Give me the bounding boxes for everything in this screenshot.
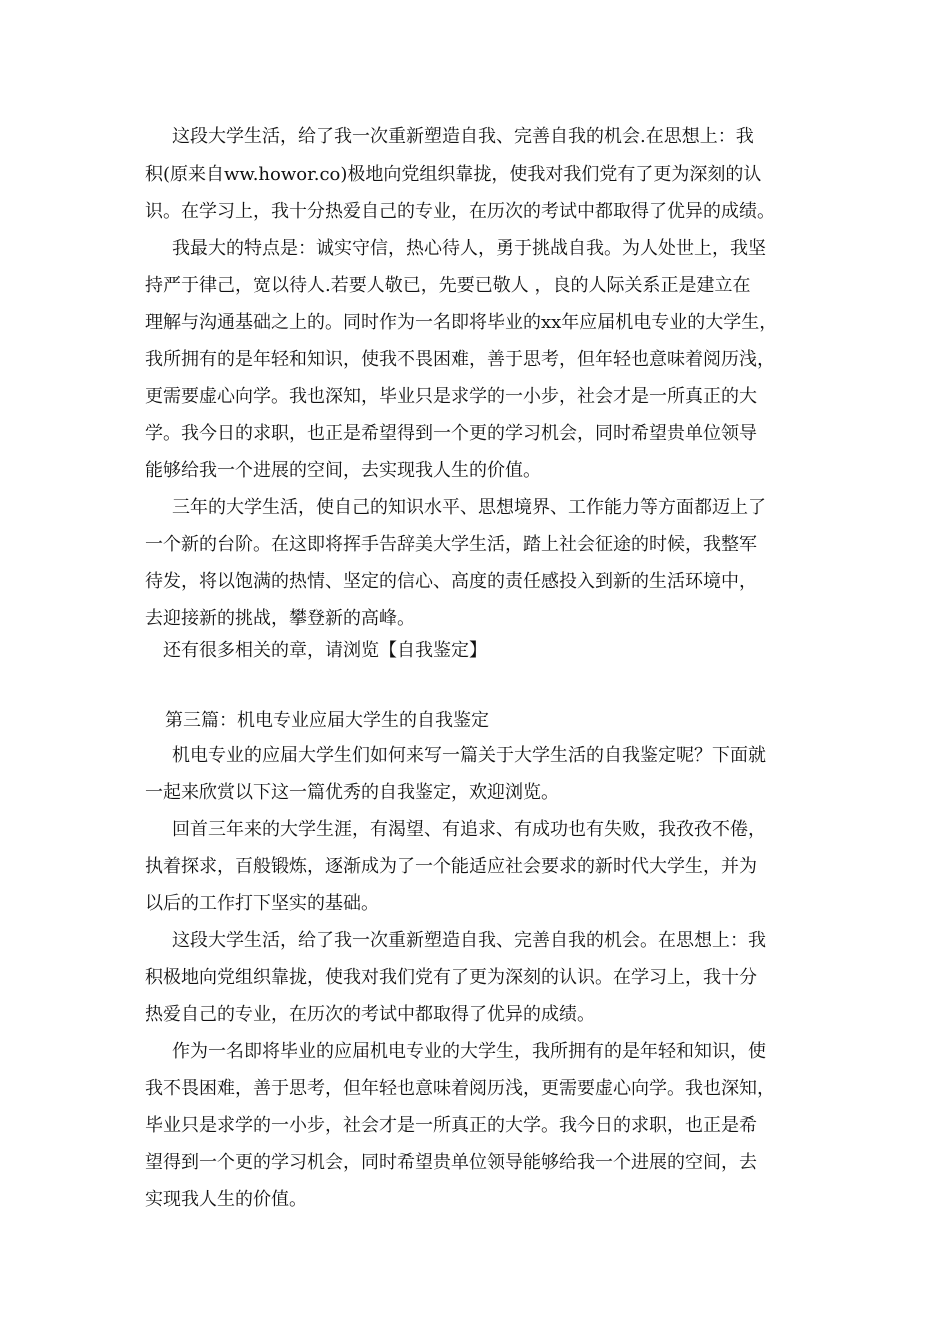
text-line: 识。在学习上，我十分热爱自己的专业，在历次的考试中都取得了优异的成绩。 <box>145 201 775 222</box>
text-line: 一起来欣赏以下这一篇优秀的自我鉴定，欢迎浏览。 <box>145 782 559 803</box>
text-line: 以后的工作打下坚实的基础。 <box>145 893 379 914</box>
text-line: 毕业只是求学的一小步，社会才是一所真正的大学。我今日的求职，也正是希 <box>145 1115 757 1136</box>
related-articles-line: 还有很多相关的章，请浏览【自我鉴定】 <box>163 640 487 661</box>
text-line: 持严于律己，宽以待人.若要人敬已，先要已敬人 ，良的人际关系正是建立在 <box>145 275 751 296</box>
text-line: 作为一名即将毕业的应届机电专业的大学生，我所拥有的是年轻和知识，使 <box>172 1041 766 1062</box>
text-line: 这段大学生活，给了我一次重新塑造自我、完善自我的机会.在思想上：我 <box>172 126 754 147</box>
text-line: 积(原来自ww.howor.co)极地向党组织靠拢，使我对我们党有了更为深刻的认 <box>145 164 762 185</box>
section-heading: 第三篇：机电专业应届大学生的自我鉴定 <box>165 710 489 731</box>
text-line: 回首三年来的大学生涯，有渴望、有追求、有成功也有失败，我孜孜不倦， <box>172 819 766 840</box>
text-line: 三年的大学生活，使自己的知识水平、思想境界、工作能力等方面都迈上了 <box>172 497 766 518</box>
text-line: 这段大学生活，给了我一次重新塑造自我、完善自我的机会。在思想上：我 <box>172 930 766 951</box>
text-line: 能够给我一个进展的空间，去实现我人生的价值。 <box>145 460 541 481</box>
text-line: 去迎接新的挑战，攀登新的高峰。 <box>145 608 415 629</box>
text-line: 积极地向党组织靠拢，使我对我们党有了更为深刻的认识。在学习上，我十分 <box>145 967 757 988</box>
text-line: 望得到一个更的学习机会，同时希望贵单位领导能够给我一个进展的空间，去 <box>145 1152 757 1173</box>
text-line: 执着探求，百般锻炼，逐渐成为了一个能适应社会要求的新时代大学生，并为 <box>145 856 757 877</box>
text-line: 更需要虚心向学。我也深知，毕业只是求学的一小步，社会才是一所真正的大 <box>145 386 757 407</box>
text-line: 我不畏困难，善于思考，但年轻也意味着阅历浅，更需要虚心向学。我也深知， <box>145 1078 775 1099</box>
text-line: 理解与沟通基础之上的。同时作为一名即将毕业的xx年应届机电专业的大学生， <box>145 312 778 333</box>
text-line: 实现我人生的价值。 <box>145 1189 307 1210</box>
text-line: 学。我今日的求职，也正是希望得到一个更的学习机会，同时希望贵单位领导 <box>145 423 757 444</box>
text-line: 我最大的特点是：诚实守信，热心待人，勇于挑战自我。为人处世上，我坚 <box>172 238 766 259</box>
text-line: 机电专业的应届大学生们如何来写一篇关于大学生活的自我鉴定呢？下面就 <box>172 745 766 766</box>
text-line: 热爱自己的专业，在历次的考试中都取得了优异的成绩。 <box>145 1004 595 1025</box>
text-line: 一个新的台阶。在这即将挥手告辞美大学生活，踏上社会征途的时候，我整军 <box>145 534 757 555</box>
text-line: 我所拥有的是年轻和知识，使我不畏困难，善于思考，但年轻也意味着阅历浅， <box>145 349 775 370</box>
text-line: 待发，将以饱满的热情、坚定的信心、高度的责任感投入到新的生活环境中， <box>145 571 757 592</box>
